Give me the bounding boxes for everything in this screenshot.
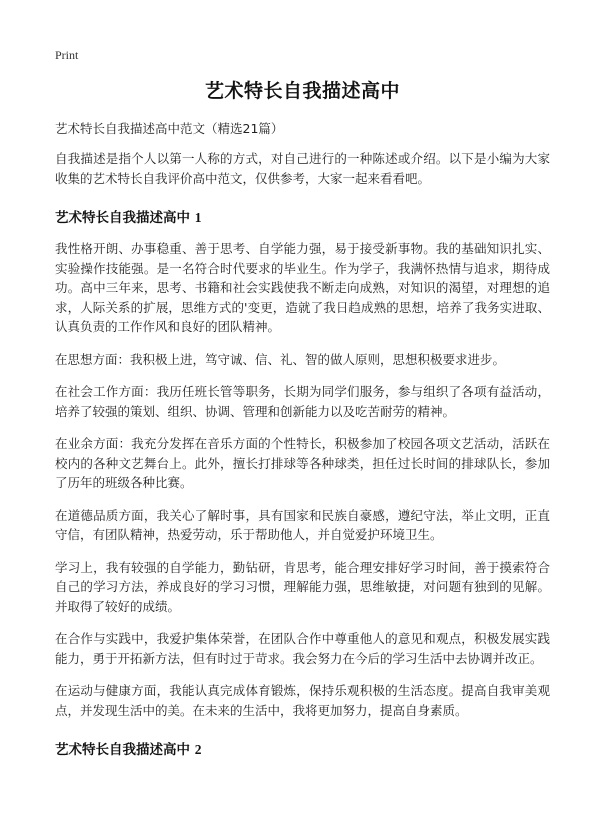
document-title: 艺术特长自我描述高中 [204, 80, 400, 102]
section-1-paragraph: 在道德品质方面，我关心了解时事，具有国家和民族自豪感，遵纪守法，举止文明，正直守信，有团队精神，热爱劳动，乐于帮助他人，并自觉爱护环境卫生。 [55, 507, 550, 542]
section-heading-text: 艺术特长自我描述高中 [55, 742, 190, 758]
section-1-paragraph: 学习上，我有较强的自学能力，勤钻研，肯思考，能合理安排好学习时间，善于摸索符合自己的学习方法，养成良好的学习习惯，理解能力强，思维敏捷，对问题有独到的见解。并取得了较好的成绩。 [55, 559, 550, 614]
document-body [55, 149, 550, 771]
section-heading-number: 2 [194, 742, 202, 757]
section-heading-2 [55, 738, 550, 758]
document-subtitle: 艺术特长自我描述高中范文（精选21篇） [55, 121, 284, 136]
section-1-paragraph: 在合作与实践中，我爱护集体荣誉，在团队合作中尊重他人的意见和观点，积极发展实践能力，勇于开拓新方法，但有时过于苛求。我会努力在今后的学习生活中去协调并改正。 [55, 631, 550, 666]
section-heading-text: 艺术特长自我描述高中 [55, 210, 190, 226]
section-1-paragraph: 在业余方面：我充分发挥在音乐方面的个性特长，积极参加了校园各项文艺活动，活跃在校内的各种文艺舞台上。此外，擅长打排球等各种球类，担任过长时间的排球队长，参加了历年的班级各种比赛。 [55, 436, 550, 490]
section-heading-number: 1 [194, 210, 202, 225]
intro-paragraph: 自我描述是指个人以第一人称的方式，对自己进行的一种陈述或介绍。以下是小编为大家收集的艺术特长自我评价高中范文，仅供参考，大家一起来看看吧。 [55, 151, 550, 186]
section-heading-1 [55, 206, 550, 226]
section-1-paragraph: 在社会工作方面：我历任班长管等职务，长期为同学们服务，参与组织了各项有益活动，培养了较强的策划、组织、协调、管理和创新能力以及吃苦耐劳的精神。 [55, 384, 550, 419]
section-1-paragraph: 在运动与健康方面，我能认真完成体育锻炼，保持乐观积极的生活态度。提高自我审美观点，并发现生活中的美。在未来的生活中，我将更加努力，提高自身素质。 [55, 683, 550, 718]
section-1-paragraph: 在思想方面：我积极上进，笃守诚、信、礼、智的做人原则，思想积极要求进步。 [55, 351, 506, 367]
section-1-paragraph: 我性格开朗、办事稳重、善于思考、自学能力强，易于接受新事物。我的基础知识扎实、实验操作技能强。是一名符合时代要求的毕业生。作为学子，我满怀热情与追求，期待成功。高中三年来，思考、书籍和社会实践使我不断走向成熟，对知识的渴望，对理想的追求，人际关系的扩展，思维方式的'变更，造就了我日趋成熟的思想，培养了我务实进取、认真负责的工作作风和良好的团队精神。 [55, 241, 550, 334]
print-link[interactable]: Print [55, 48, 79, 62]
